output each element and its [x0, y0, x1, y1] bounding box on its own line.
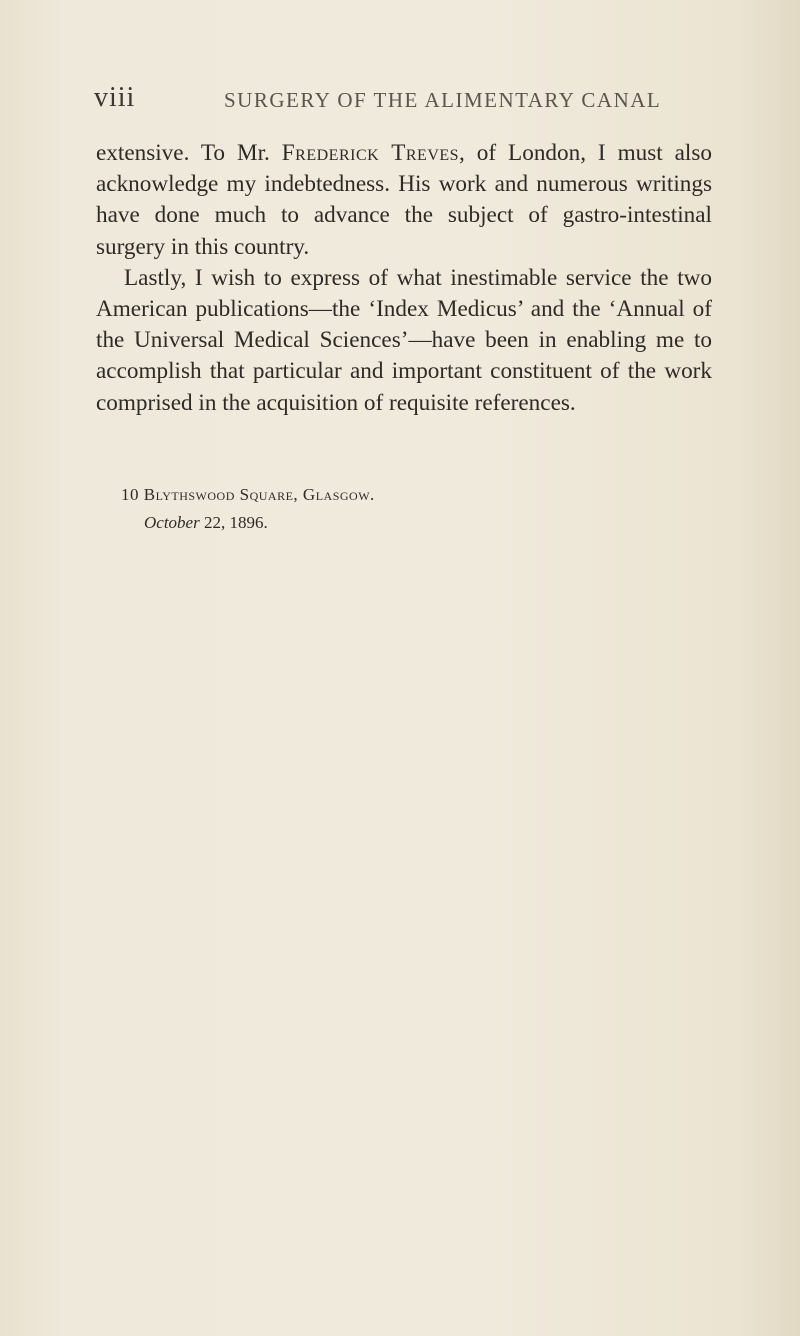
body-text: [96, 138, 712, 419]
paragraph-acknowledgement: [96, 138, 712, 263]
author-name: Frederick Treves: [281, 140, 460, 166]
signature-month: October: [144, 513, 200, 532]
running-title: SURGERY OF THE ALIMENTARY CANAL: [224, 88, 662, 112]
page-header: [94, 82, 734, 122]
paragraph-text: , of London, I must also acknowledge my indebtedness. His work and numerous writings have done much to advance the subject of gastro-intestinal surgery in this country.: [96, 140, 712, 260]
page-number: viii: [94, 82, 136, 113]
paragraph-text: extensive. To Mr.: [96, 140, 282, 166]
signature-date: [121, 509, 681, 537]
signature-date-rest: 22, 1896.: [199, 513, 268, 532]
paragraph-publications: Lastly, I wish to express of what inestimable service the two American publications—the ‘Index Medicus’ and the ‘Annual of the Universal Medical Sciences’—have been in enabling me to accomplish that particular and important constituent of the work comprised in the acquisition of requisite references.: [96, 264, 712, 416]
signature-block: [121, 481, 681, 537]
signature-address: 10 Blythswood Square, Glasgow.: [121, 485, 375, 504]
